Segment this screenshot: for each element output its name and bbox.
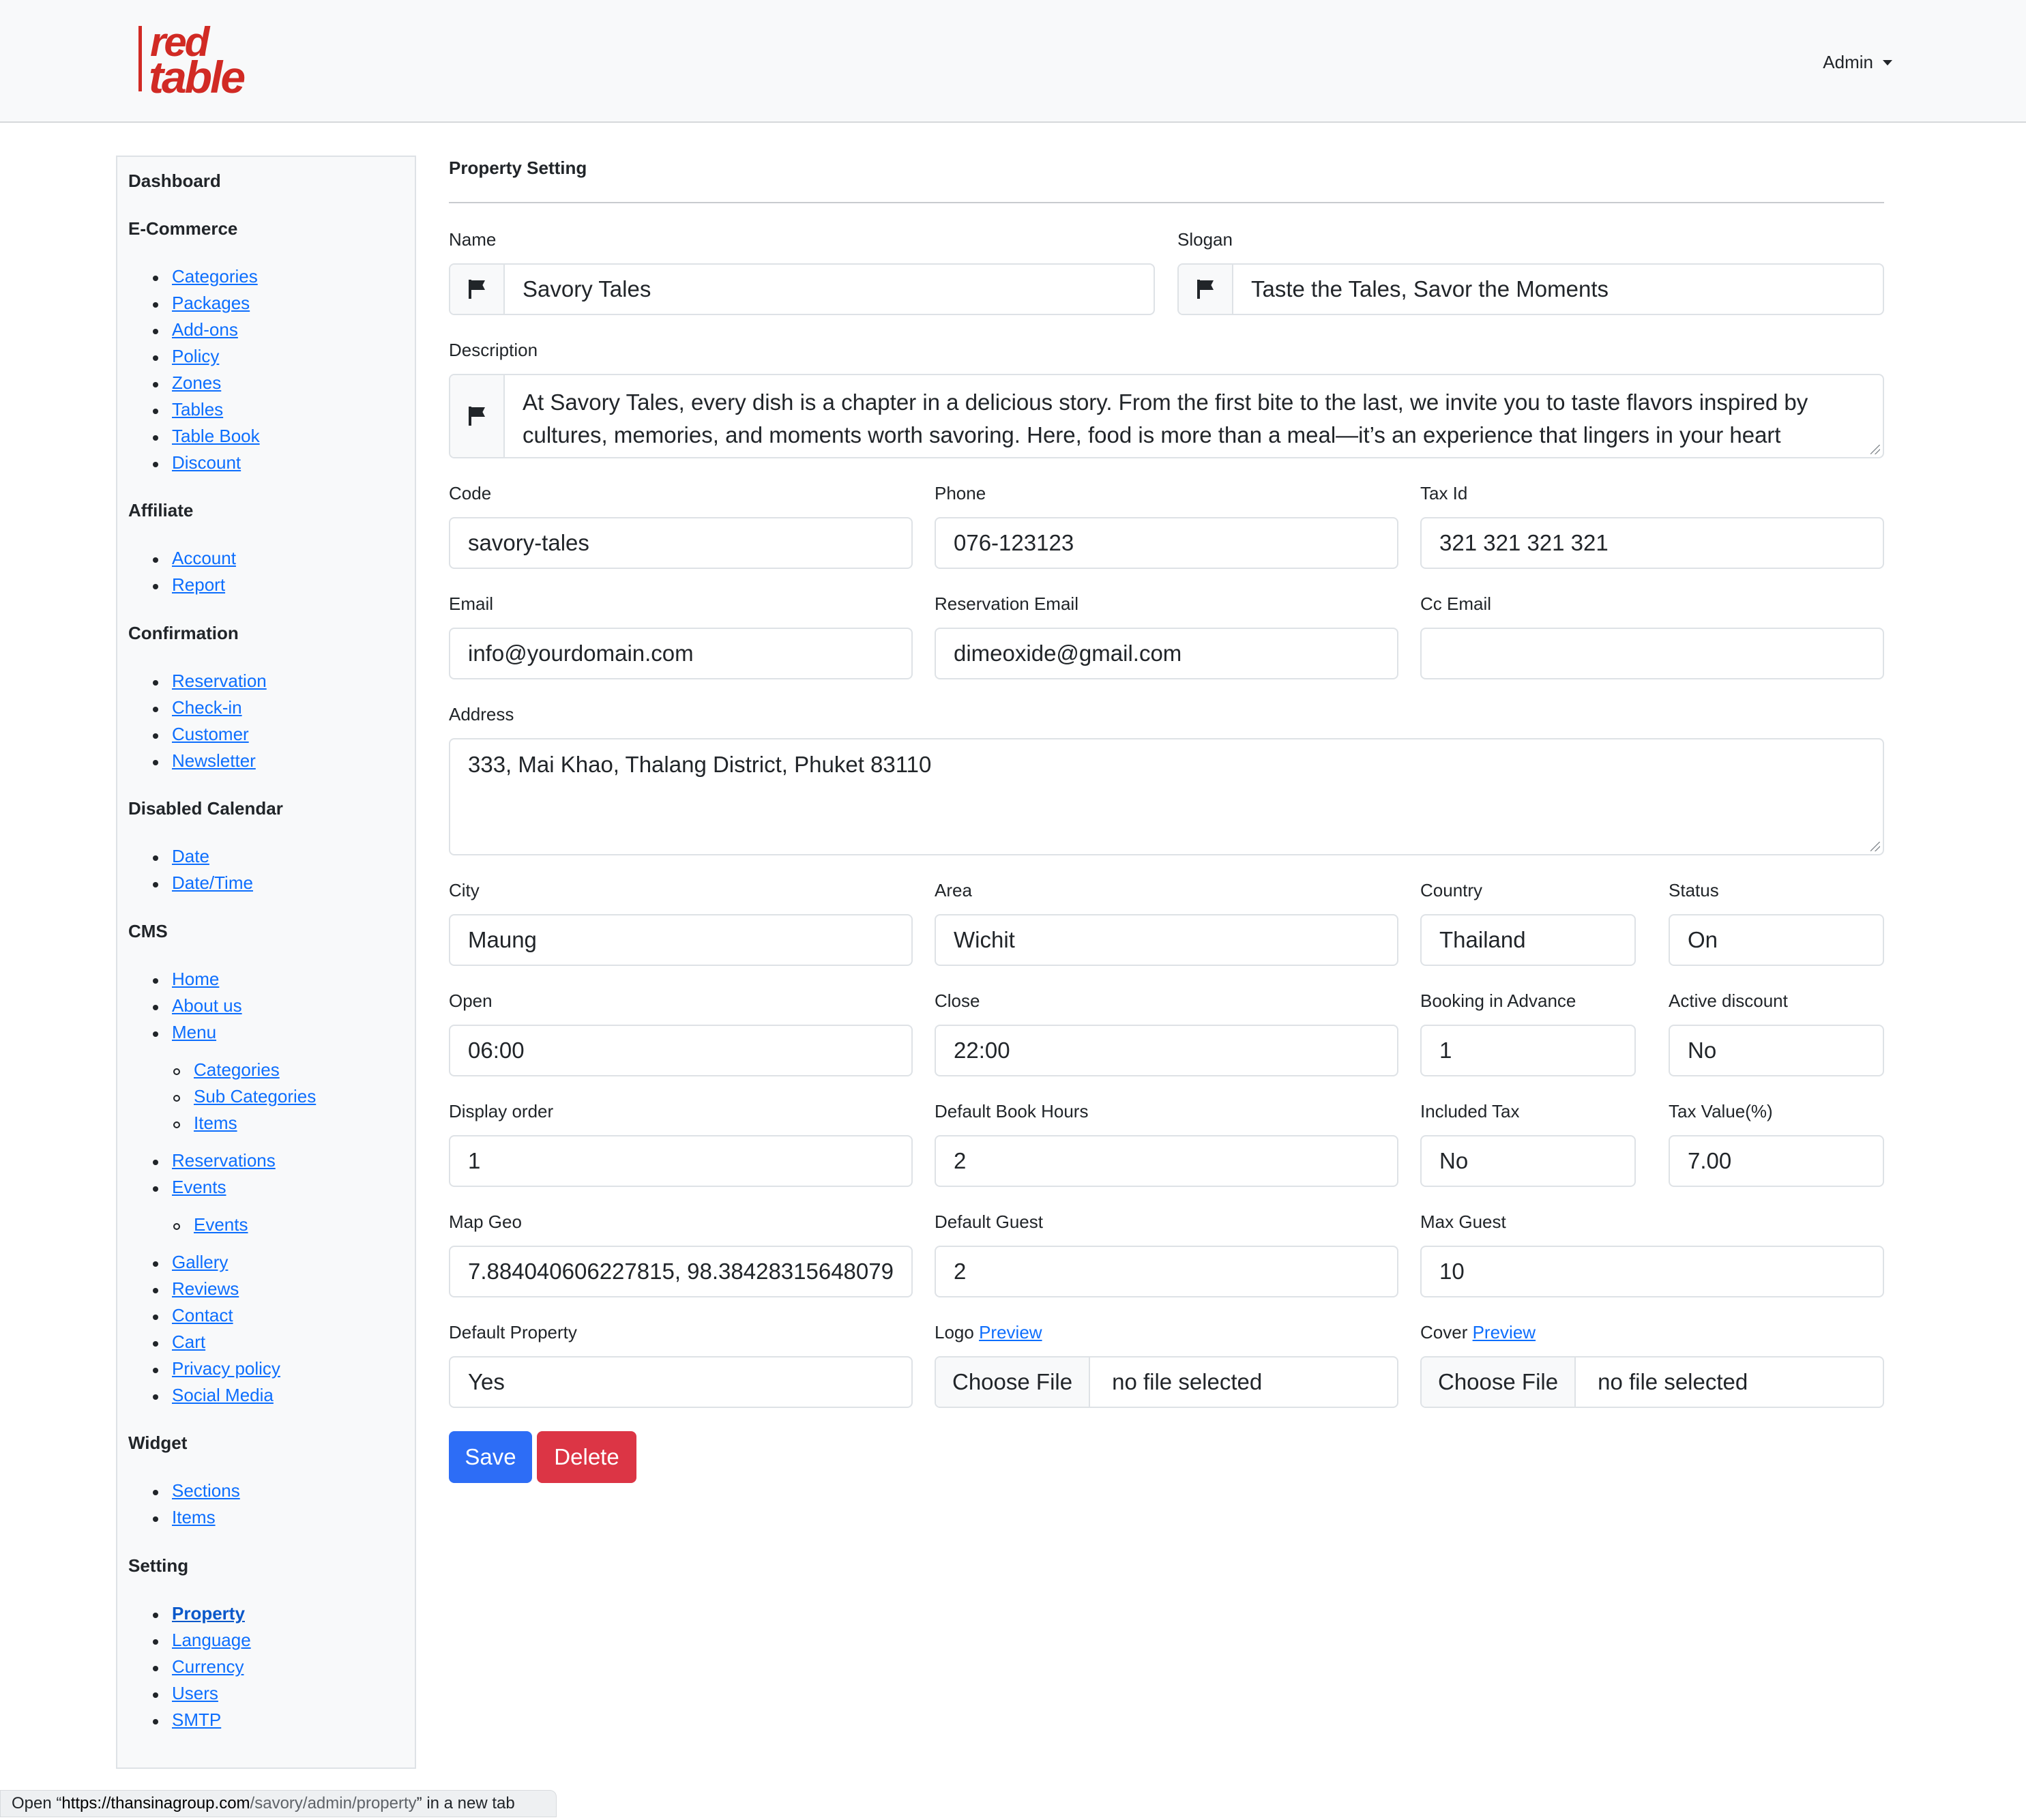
included-tax-label: Included Tax (1420, 1101, 1520, 1121)
bullet (153, 1516, 158, 1522)
booking-advance-label: Booking in Advance (1420, 990, 1576, 1011)
country-input[interactable]: Thailand (1420, 914, 1636, 966)
address-textarea[interactable] (449, 738, 1884, 855)
bullet (153, 1186, 158, 1192)
sidebar-item-events[interactable]: Events (172, 1177, 226, 1197)
bullet (153, 462, 158, 467)
bullet (153, 733, 158, 739)
cover-file-name: no file selected (1598, 1369, 1748, 1394)
bullet (153, 1666, 158, 1671)
sidebar-item-reservations[interactable]: Reservations (172, 1150, 276, 1171)
sidebar-item-privacy-policy[interactable]: Privacy policy (172, 1358, 280, 1379)
code-label: Code (449, 483, 492, 503)
description-input-group[interactable] (449, 374, 1884, 458)
name-input-group[interactable] (449, 263, 1155, 315)
sidebar-item-reservation[interactable]: Reservation (172, 671, 267, 691)
country-label: Country (1420, 880, 1483, 900)
circle-bullet (173, 1121, 180, 1128)
bullet (153, 276, 158, 281)
slogan-input-group[interactable] (1177, 263, 1884, 315)
circle-bullet (173, 1095, 180, 1102)
sidebar-item-contact[interactable]: Contact (172, 1305, 233, 1325)
admin-label: Admin (1823, 52, 1873, 72)
city-label: City (449, 880, 480, 900)
max-guest-input[interactable]: 10 (1420, 1246, 1884, 1297)
sidebar-item-check-in[interactable]: Check-in (172, 697, 242, 718)
sidebar-item-about-us[interactable]: About us (172, 995, 242, 1016)
resize-handle-icon[interactable] (1870, 842, 1880, 851)
save-button[interactable]: Save (449, 1431, 532, 1483)
cc-email-label: Cc Email (1420, 593, 1492, 614)
logo-bar (138, 26, 142, 91)
bullet (153, 1613, 158, 1618)
sidebar-item-menu-items[interactable]: Items (194, 1113, 237, 1133)
sidebar-item-menu-categories[interactable]: Categories (194, 1059, 280, 1080)
status-path: /savory/admin/property (250, 1794, 417, 1812)
cover-label: Cover (1420, 1322, 1468, 1342)
browser-status-bar (0, 1790, 557, 1817)
slogan-addon (1179, 265, 1233, 314)
bullet (153, 1288, 158, 1293)
sidebar-item-add-ons[interactable]: Add-ons (172, 319, 238, 340)
bullet (153, 1005, 158, 1010)
bullet (153, 1315, 158, 1320)
description-label: Description (449, 340, 538, 360)
sidebar-item-table-book[interactable]: Table Book (172, 426, 260, 446)
included-tax-select[interactable]: No (1420, 1135, 1636, 1187)
bullet (153, 1160, 158, 1165)
sidebar-section-ecommerce: E-Commerce (128, 218, 238, 239)
phone-input[interactable]: 076-123123 (935, 517, 1398, 569)
logo-text-red: red (150, 19, 208, 65)
title-divider (449, 202, 1884, 203)
flag-icon (469, 407, 485, 426)
slogan-input[interactable]: Taste the Tales, Savor the Moments (1251, 276, 1609, 302)
bullet (153, 302, 158, 308)
booking-advance-input[interactable]: 1 (1420, 1025, 1636, 1076)
name-label: Name (449, 229, 497, 250)
flag-icon (1197, 280, 1214, 299)
address-value: 333, Mai Khao, Thalang District, Phuket 83110 (468, 752, 932, 777)
address-label: Address (449, 704, 514, 724)
bullet (153, 1261, 158, 1267)
sidebar-section-affiliate: Affiliate (128, 500, 194, 520)
sidebar-item-social-media[interactable]: Social Media (172, 1385, 274, 1405)
bullet (153, 409, 158, 414)
sidebar-item-date[interactable]: Date (172, 846, 209, 866)
default-property-label: Default Property (449, 1322, 577, 1342)
cover-preview-link[interactable]: Preview (1472, 1322, 1536, 1342)
logo-file-input[interactable] (935, 1356, 1398, 1408)
open-label: Open (449, 990, 493, 1011)
bullet (153, 1719, 158, 1724)
sidebar-item-gallery[interactable]: Gallery (172, 1252, 229, 1272)
tax-value-label: Tax Value(%) (1669, 1101, 1773, 1121)
sidebar-item-discount[interactable]: Discount (172, 452, 241, 473)
delete-button[interactable]: Delete (537, 1431, 636, 1483)
tax-value-input[interactable]: 7.00 (1669, 1135, 1884, 1187)
sidebar-item-zones[interactable]: Zones (172, 372, 222, 393)
sidebar-item-home[interactable]: Home (172, 969, 220, 989)
description-textarea[interactable]: At Savory Tales, every dish is a chapter in a delicious story. From the first bite to the last, we invite you to taste flavors inspired by cultures, memories, and moments worth savoring. Here, food is more than a meal—it’s an experience that lingers in your heart (523, 390, 1808, 447)
sidebar-section-setting: Setting (128, 1555, 189, 1576)
phone-label: Phone (935, 483, 986, 503)
map-geo-label: Map Geo (449, 1212, 522, 1232)
sidebar-section-confirmation: Confirmation (128, 623, 239, 643)
bullet (153, 760, 158, 765)
sidebar-section-cms: CMS (128, 921, 168, 941)
circle-bullet (173, 1068, 180, 1075)
caret-down-icon (1883, 60, 1892, 65)
sidebar-item-customer[interactable]: Customer (172, 724, 249, 744)
sidebar-section-disabled-calendar: Disabled Calendar (128, 798, 283, 819)
email-label: Email (449, 593, 494, 614)
bullet (153, 855, 158, 861)
status-host: https://thansinagroup.com (61, 1794, 250, 1812)
bullet (153, 1490, 158, 1495)
close-label: Close (935, 990, 980, 1011)
status-select[interactable]: On (1669, 914, 1884, 966)
default-book-hours-input[interactable]: 2 (935, 1135, 1398, 1187)
area-input[interactable]: Wichit (935, 914, 1398, 966)
sidebar-item-packages[interactable]: Packages (172, 293, 250, 313)
sidebar-item-sub-categories[interactable]: Sub Categories (194, 1086, 317, 1106)
bullet (153, 680, 158, 686)
email-input[interactable]: info@yourdomain.com (449, 628, 913, 679)
sidebar-item-property[interactable]: Property (172, 1603, 245, 1624)
area-label: Area (935, 880, 972, 900)
reservation-email-input[interactable]: dimeoxide@gmail.com (935, 628, 1398, 679)
sidebar-item-menu[interactable]: Menu (172, 1022, 217, 1042)
bullet (153, 382, 158, 387)
sidebar-item-date-time[interactable]: Date/Time (172, 872, 253, 893)
cover-label-row (1420, 1322, 1536, 1343)
map-geo-input[interactable]: 7.884040606227815, 98.38428315648079 (449, 1246, 913, 1297)
bullet (153, 1639, 158, 1645)
sidebar-item-newsletter[interactable]: Newsletter (172, 750, 256, 771)
logo-label-row (935, 1322, 1042, 1343)
status-suffix: ” in a new tab (416, 1794, 515, 1812)
redtable-logo[interactable] (136, 19, 273, 102)
active-discount-label: Active discount (1669, 990, 1788, 1011)
sidebar-item-events-sub[interactable]: Events (194, 1214, 248, 1235)
sidebar-item-smtp[interactable]: SMTP (172, 1709, 222, 1730)
cc-email-input[interactable] (1420, 628, 1884, 679)
sidebar-item-language[interactable]: Language (172, 1630, 251, 1650)
active-discount-select[interactable]: No (1669, 1025, 1884, 1076)
bullet (153, 355, 158, 361)
flag-icon (469, 280, 485, 299)
open-time-input[interactable]: 06:00 (449, 1025, 913, 1076)
bullet (153, 1031, 158, 1037)
sidebar-item-account[interactable]: Account (172, 548, 236, 568)
bullet (153, 1368, 158, 1373)
bullet (153, 435, 158, 441)
default-guest-input[interactable]: 2 (935, 1246, 1398, 1297)
admin-dropdown[interactable] (1823, 52, 1892, 73)
circle-bullet (173, 1223, 180, 1230)
page-title: Property Setting (449, 158, 587, 178)
sidebar-item-widget-items[interactable]: Items (172, 1507, 216, 1527)
description-addon (450, 375, 505, 457)
top-navbar (0, 0, 2026, 123)
logo-choose-file-button[interactable]: Choose File (936, 1357, 1090, 1407)
status-label: Status (1669, 880, 1719, 900)
tax-id-input[interactable]: 321 321 321 321 (1420, 517, 1884, 569)
sidebar-section-widget: Widget (128, 1433, 188, 1453)
bullet (153, 1341, 158, 1347)
display-order-label: Display order (449, 1101, 554, 1121)
name-input[interactable]: Savory Tales (523, 276, 651, 302)
bullet (153, 557, 158, 563)
city-input[interactable]: Maung (449, 914, 913, 966)
logo-preview-link[interactable]: Preview (979, 1322, 1042, 1342)
default-book-hours-label: Default Book Hours (935, 1101, 1089, 1121)
bullet (153, 584, 158, 589)
sidebar-item-tables[interactable]: Tables (172, 399, 224, 420)
logo-text-table: table (149, 52, 244, 102)
cover-choose-file-button[interactable]: Choose File (1422, 1357, 1576, 1407)
bullet (153, 707, 158, 712)
status-prefix: Open “ (12, 1794, 62, 1812)
slogan-label: Slogan (1177, 229, 1233, 250)
sidebar-dashboard[interactable]: Dashboard (128, 171, 221, 191)
reservation-email-label: Reservation Email (935, 593, 1078, 614)
tax-id-label: Tax Id (1420, 483, 1468, 503)
sidebar-item-categories[interactable]: Categories (172, 266, 258, 287)
bullet (153, 1394, 158, 1400)
code-input[interactable]: savory-tales (449, 517, 913, 569)
sidebar-item-users[interactable]: Users (172, 1683, 218, 1703)
sidebar-item-sections[interactable]: Sections (172, 1480, 240, 1501)
resize-handle-icon[interactable] (1870, 445, 1880, 454)
close-time-input[interactable]: 22:00 (935, 1025, 1398, 1076)
logo-label: Logo (935, 1322, 974, 1342)
name-addon (450, 265, 505, 314)
default-guest-label: Default Guest (935, 1212, 1043, 1232)
cover-file-input[interactable] (1420, 1356, 1884, 1408)
logo-file-name: no file selected (1112, 1369, 1263, 1394)
sidebar-item-currency[interactable]: Currency (172, 1656, 244, 1677)
default-property-select[interactable]: Yes (449, 1356, 913, 1408)
sidebar-item-cart[interactable]: Cart (172, 1332, 206, 1352)
sidebar-item-report[interactable]: Report (172, 574, 226, 595)
max-guest-label: Max Guest (1420, 1212, 1506, 1232)
sidebar-item-reviews[interactable]: Reviews (172, 1278, 239, 1299)
bullet (153, 882, 158, 887)
display-order-input[interactable]: 1 (449, 1135, 913, 1187)
sidebar-item-policy[interactable]: Policy (172, 346, 220, 366)
bullet (153, 978, 158, 984)
bullet (153, 329, 158, 334)
bullet (153, 1692, 158, 1698)
sidebar (116, 156, 416, 1769)
